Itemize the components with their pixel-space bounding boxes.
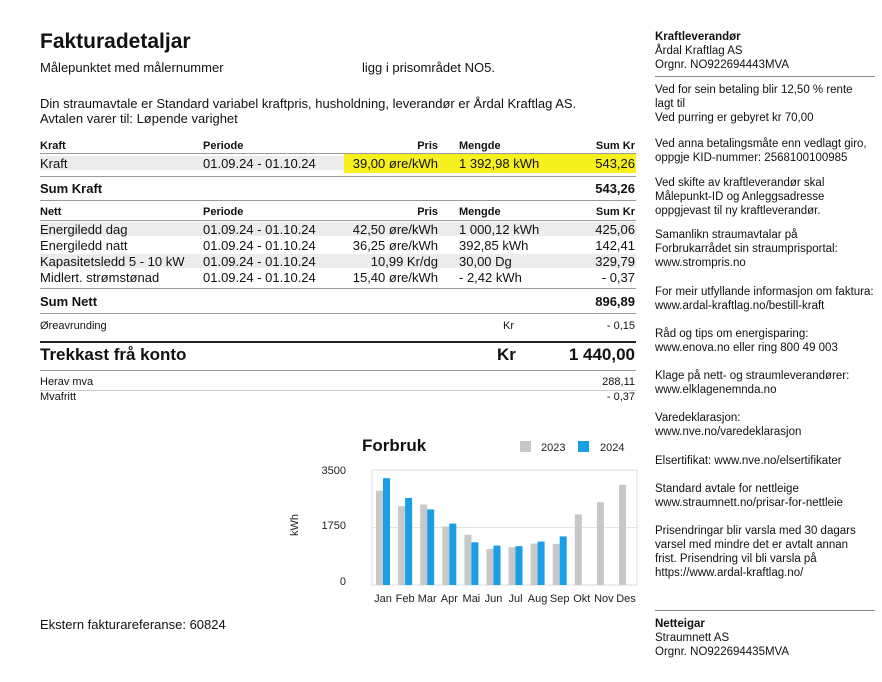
total-unit: Kr bbox=[497, 345, 516, 364]
x-tick-label: Sep bbox=[549, 593, 570, 605]
divider bbox=[655, 610, 875, 611]
row-period: 01.09.24 - 01.10.24 bbox=[203, 156, 316, 171]
x-tick-label: Feb bbox=[395, 593, 415, 605]
row-price: 36,25 øre/kWh bbox=[352, 238, 438, 253]
bar-2024-Mai bbox=[471, 542, 478, 585]
row-qty: 1 000,12 kWh bbox=[459, 222, 540, 237]
divider bbox=[40, 313, 636, 314]
bar-2023-Mar bbox=[420, 505, 427, 586]
sum-kraft-label: Sum Kraft bbox=[40, 181, 103, 196]
row-price: 10,99 Kr/dg bbox=[370, 254, 438, 269]
x-tick-label: Aug bbox=[527, 593, 548, 605]
note-energy-saving: Råd og tips om energisparing: www.enova.no eller ring 800 49 003 bbox=[655, 328, 838, 354]
legend-label-2023: 2023 bbox=[541, 442, 566, 454]
divider bbox=[40, 176, 636, 177]
note-complaints: Klage på nett- og straumleverandører: www.elklagenemnda.no bbox=[655, 370, 850, 396]
page-title: Fakturadetaljar bbox=[40, 30, 191, 53]
row-period: 01.09.24 - 01.10.24 bbox=[203, 238, 316, 253]
x-tick-label: Apr bbox=[440, 593, 458, 605]
x-tick-label: Okt bbox=[573, 593, 591, 605]
x-tick-label: Mai bbox=[462, 593, 481, 605]
bar-2024-Sep bbox=[560, 536, 567, 585]
y-tick-label: 3500 bbox=[321, 465, 346, 477]
supplier-heading: Kraftleverandør bbox=[655, 31, 741, 43]
supplier-org: Orgnr. NO922694443MVA bbox=[655, 59, 790, 71]
sum-nett-label: Sum Nett bbox=[40, 294, 98, 309]
note-certificates: Elsertifikat: www.nve.no/elsertifikater bbox=[655, 455, 842, 467]
row-price: 39,00 øre/kWh bbox=[352, 156, 438, 171]
x-tick-label: Jul bbox=[508, 593, 523, 605]
external-reference: Ekstern fakturareferanse: 60824 bbox=[40, 617, 226, 632]
legend-swatch-2023 bbox=[520, 441, 531, 452]
col-pris: Pris bbox=[417, 140, 438, 152]
agreement-text: Din straumavtale er Standard variabel kraftpris, husholdning, leverandør er Årdal Kraftlag AS. bbox=[40, 96, 577, 111]
note-grid-agreement: Standard avtale for nettleige www.straumnett.no/prisar-for-nettleie bbox=[655, 483, 843, 509]
bar-2024-Feb bbox=[405, 498, 412, 585]
note-reminder-fee: Ved purring er gebyret kr 70,00 bbox=[655, 112, 814, 124]
bar-2023-Sep bbox=[553, 544, 560, 585]
divider bbox=[40, 370, 636, 371]
divider bbox=[40, 288, 636, 289]
row-price: 15,40 øre/kWh bbox=[352, 270, 438, 285]
rounding-value: - 0,15 bbox=[606, 320, 635, 332]
duration-text: Avtalen varer til: Løpende varighet bbox=[40, 111, 238, 126]
bar-2024-Aug bbox=[538, 542, 545, 585]
row-price: 42,50 øre/kWh bbox=[352, 222, 438, 237]
y-tick-label: 1750 bbox=[321, 520, 346, 532]
bar-2023-Feb bbox=[398, 506, 405, 585]
row-name: Midlert. strømstønad bbox=[40, 270, 160, 285]
x-tick-label: Mar bbox=[417, 593, 437, 605]
total-label: Trekkast frå konto bbox=[40, 345, 187, 364]
bar-2023-Nov bbox=[597, 502, 604, 585]
row-sum: 543,26 bbox=[595, 156, 635, 171]
vatfree-value: - 0,37 bbox=[606, 391, 635, 403]
y-axis-label: kWh bbox=[289, 514, 301, 536]
grid-owner-org: Orgnr. NO922694435MVA bbox=[655, 646, 790, 658]
note-declaration: Varedeklarasjon: www.nve.no/varedeklarasjon bbox=[655, 412, 802, 438]
bar-2024-Jan bbox=[383, 478, 390, 585]
grid-owner-heading: Netteigar bbox=[655, 618, 705, 630]
vat-value: 288,11 bbox=[602, 376, 635, 388]
row-sum: 142,41 bbox=[595, 238, 635, 253]
row-sum: 329,79 bbox=[595, 254, 635, 269]
divider bbox=[655, 76, 875, 77]
legend-swatch-2024 bbox=[578, 441, 589, 452]
divider bbox=[40, 390, 636, 391]
bar-2023-Jul bbox=[509, 547, 516, 585]
total-value: 1 440,00 bbox=[568, 345, 635, 364]
row-qty: - 2,42 kWh bbox=[459, 270, 522, 285]
legend-label-2024: 2024 bbox=[600, 442, 625, 454]
chart-title: Forbruk bbox=[362, 436, 427, 455]
vat-label: Herav mva bbox=[40, 376, 94, 388]
bar-2023-Jan bbox=[376, 491, 383, 585]
row-period: 01.09.24 - 01.10.24 bbox=[203, 254, 316, 269]
divider bbox=[40, 341, 636, 343]
note-invoice-info: For meir utfyllande informasjon om faktura: www.ardal-kraftlag.no/bestill-kraft bbox=[655, 286, 874, 312]
bar-2023-Aug bbox=[531, 544, 538, 585]
row-period: 01.09.24 - 01.10.24 bbox=[203, 222, 316, 237]
col-mengde: Mengde bbox=[459, 140, 501, 152]
row-qty: 1 392,98 kWh bbox=[459, 156, 540, 171]
divider bbox=[40, 220, 636, 221]
consumption-chart bbox=[280, 430, 650, 610]
col-sumkr: Sum Kr bbox=[595, 206, 635, 218]
col-mengde: Mengde bbox=[459, 206, 501, 218]
row-name: Energiledd natt bbox=[40, 238, 128, 253]
grid-owner-name: Straumnett AS bbox=[655, 632, 730, 644]
x-tick-label: Nov bbox=[594, 593, 614, 605]
sum-nett-value: 896,89 bbox=[595, 294, 635, 309]
col-pris: Pris bbox=[417, 206, 438, 218]
col-sumkr: Sum Kr bbox=[595, 140, 635, 152]
note-interest: Ved for sein betaling blir 12,50 % rente lagt til bbox=[655, 84, 853, 110]
price-area-text: ligg i prisområdet NO5. bbox=[362, 60, 495, 75]
bar-2023-Jun bbox=[487, 549, 494, 585]
row-qty: 30,00 Dg bbox=[459, 254, 512, 269]
rounding-unit: Kr bbox=[503, 320, 514, 332]
sum-kraft-value: 543,26 bbox=[595, 181, 635, 196]
x-tick-label: Des bbox=[616, 593, 636, 605]
bar-2024-Jun bbox=[494, 546, 501, 585]
row-period: 01.09.24 - 01.10.24 bbox=[203, 270, 316, 285]
row-sum: 425,06 bbox=[595, 222, 635, 237]
bar-2024-Jul bbox=[516, 546, 523, 585]
vatfree-label: Mvafritt bbox=[40, 391, 77, 403]
divider bbox=[40, 200, 636, 201]
bar-2024-Mar bbox=[427, 509, 434, 585]
kraft-header: Kraft bbox=[40, 140, 66, 152]
nett-header: Nett bbox=[40, 206, 62, 218]
x-tick-label: Jun bbox=[484, 593, 503, 605]
col-periode: Periode bbox=[203, 206, 244, 218]
y-tick-label: 0 bbox=[339, 576, 346, 588]
rounding-label: Øreavrunding bbox=[40, 320, 107, 332]
col-periode: Periode bbox=[203, 140, 244, 152]
row-name: Energiledd dag bbox=[40, 222, 128, 237]
bar-2023-Okt bbox=[575, 514, 582, 585]
metering-text: Målepunktet med målernummer bbox=[40, 60, 224, 75]
row-qty: 392,85 kWh bbox=[459, 238, 529, 253]
note-supplier-change: Ved skifte av kraftleverandør skal Målepunkt-ID og Anleggsadresse oppgjevast til ny kraftleverandør. bbox=[655, 177, 825, 217]
bar-2023-Des bbox=[619, 485, 626, 585]
bar-2023-Apr bbox=[442, 527, 449, 586]
row-name: Kapasitetsledd 5 - 10 kW bbox=[40, 254, 185, 269]
row-name: Kraft bbox=[40, 156, 68, 171]
bar-2024-Apr bbox=[449, 524, 456, 585]
supplier-name: Årdal Kraftlag AS bbox=[655, 45, 743, 57]
note-price-changes: Prisendringar blir varsla med 30 dagars varsel med mindre det er avtalt annan frist. Prisendring vil bli varsla på https://www.ardal-kraftlag.no/ bbox=[655, 525, 856, 579]
x-tick-label: Jan bbox=[374, 593, 392, 605]
row-sum: - 0,37 bbox=[601, 270, 635, 285]
note-compare: Samanlikn straumavtalar på Forbrukarrådet sin straumprisportal: www.strompris.no bbox=[655, 229, 838, 269]
note-payment-kid: Ved anna betalingsmåte enn vedlagt giro, oppgje KID-nummer: 2568100100985 bbox=[655, 138, 867, 164]
bar-2023-Mai bbox=[464, 535, 471, 585]
